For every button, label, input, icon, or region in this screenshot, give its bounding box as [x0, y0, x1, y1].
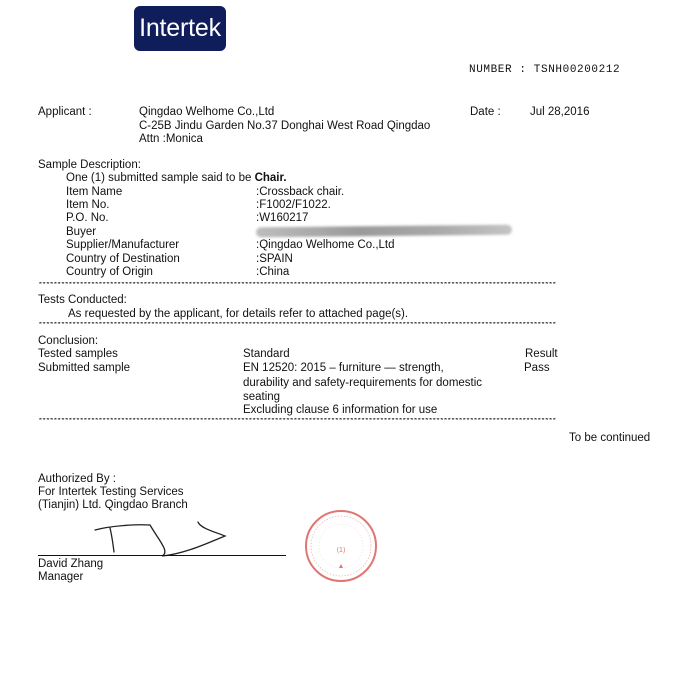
row-label: P.O. No. — [66, 212, 109, 224]
signature-line — [38, 555, 286, 556]
sample-intro-text: One (1) submitted sample said to be — [66, 172, 255, 184]
row-value: :Crossback chair. — [256, 186, 345, 198]
tests-text: As requested by the applicant, for details refer to attached page(s). — [68, 308, 409, 320]
standard-line: Excluding clause 6 information for use — [243, 404, 438, 416]
applicant-address: C-25B Jindu Garden No.37 Donghai West Road Qingdao — [139, 120, 431, 132]
date-value: Jul 28,2016 — [530, 106, 590, 118]
to-be-continued: To be continued — [569, 432, 651, 444]
applicant-attn: Attn :Monica — [139, 133, 203, 145]
tests-heading: Tests Conducted: — [38, 294, 127, 306]
logo-text: Intertek — [139, 14, 221, 42]
row-value: :SPAIN — [256, 253, 293, 265]
standard-line: seating — [243, 391, 281, 403]
row-value: :F1002/F1022. — [256, 199, 331, 211]
report-number: NUMBER : TSNH00200212 — [469, 64, 621, 76]
signer-title: Manager — [38, 571, 84, 583]
authorized-branch: (Tianjin) Ltd. Qingdao Branch — [38, 499, 188, 511]
star-separator: ****************************************************************************************************************************************** — [38, 418, 556, 423]
row-label: Supplier/Manufacturer — [66, 239, 180, 251]
row-label: Country of Destination — [66, 253, 180, 265]
sample-intro-bold: Chair. — [254, 172, 287, 184]
star-separator: ****************************************************************************************************************************************** — [38, 282, 556, 287]
row-value: :W160217 — [256, 212, 309, 224]
col-standard-header: Standard — [243, 348, 290, 360]
sample-heading: Sample Description: — [38, 159, 141, 171]
row-label: Item No. — [66, 199, 110, 211]
conclusion-heading: Conclusion: — [38, 335, 99, 347]
company-seal-stamp — [303, 508, 379, 584]
standard-line: EN 12520: 2015 – furniture — strength, — [243, 362, 444, 374]
row-label: Item Name — [66, 186, 123, 198]
row-label: Buyer — [66, 226, 97, 238]
star-separator: ****************************************************************************************************************************************** — [38, 322, 556, 327]
row-value: :China — [256, 266, 290, 278]
redaction-bar — [256, 225, 512, 238]
date-label: Date : — [470, 106, 501, 118]
row-label: Country of Origin — [66, 266, 153, 278]
submitted-sample: Submitted sample — [38, 362, 131, 374]
intertek-logo — [134, 6, 226, 51]
sample-intro — [66, 172, 287, 184]
applicant-label: Applicant : — [38, 106, 92, 118]
result-value: Pass — [524, 362, 550, 374]
authorized-org: For Intertek Testing Services — [38, 486, 184, 498]
col-samples-header: Tested samples — [38, 348, 118, 360]
col-result-header: Result — [525, 348, 558, 360]
authorized-label: Authorized By : — [38, 473, 116, 485]
row-value: :Qingdao Welhome Co.,Ltd — [256, 239, 395, 251]
svg-text:(1): (1) — [336, 547, 346, 554]
standard-line: durability and safety-requirements for domestic — [243, 377, 483, 389]
signer-name: David Zhang — [38, 558, 104, 570]
applicant-name: Qingdao Welhome Co.,Ltd — [139, 106, 275, 118]
